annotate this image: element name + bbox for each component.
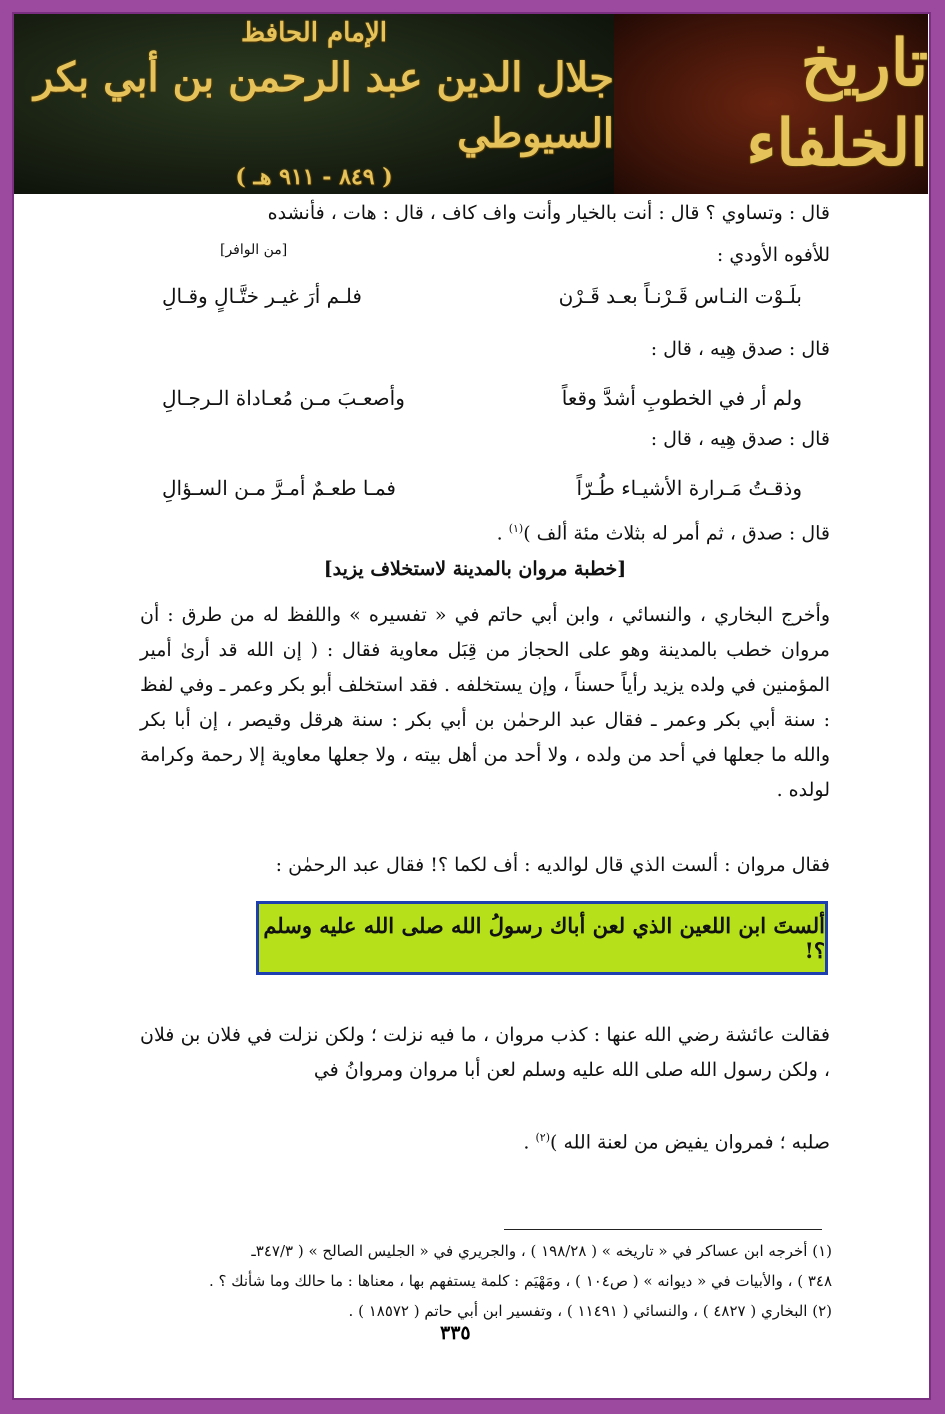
verse-hemistich: فمـا طعـمٌ أمـرَّ مـن السـؤالِ [162,476,396,500]
section-heading: [خطبة مروان بالمدينة لاستخلاف يزيد] [323,558,627,580]
paragraph: وأخرج البخاري ، والنسائي ، وابن أبي حاتم في « تفسيره » واللفظ له من طرق : أن مروان خطب بالمدينة وهو على الحجاز من قِبَل معاوية فقال : ( إن الله قد أرىٰ أمير المؤمنين في ولده يزيد رأياً حسناً ، وإن يستخلفه . فقد استخلف أبو بكر وعمر ـ وفي لفظ : سنة أبي بكر وعمر ـ فقال عبد الرحمٰن بن أبي بكر : سنة هرقل وقيصر ، إن أبا بكر والله ما جعلها في أحد من ولده ، ولا أحد من أهل بيته ، ولا جعلها معاوية إلا رحمة وكرامة لولده . [140,604,830,801]
highlighted-quote: ألستَ ابن اللعين الذي لعن أباك رسولُ الله صلى الله عليه وسلم ؟! [256,901,828,975]
footnote-line: (١) أخرجه ابن عساكر في « تاريخه » ( ١٩٨/٢٨ ) ، والجريري في « الجليس الصالح » ( ٣٤٧/٣ـ [251,1242,832,1260]
text-line: قال : وتساوي ؟ قال : أنت بالخيار وأنت واف كاف ، قال : هات ، فأنشده [267,202,830,224]
text-line: قال : صدق هِيه ، قال : [650,338,830,360]
author-dates: ( ٨٤٩ - ٩١١ هـ ) [235,164,393,190]
paragraph: فقالت عائشة رضي الله عنها : كذب مروان ، ما فيه نزلت ؛ ولكن نزلت في فلان بن فلان ، ولكن رسول الله صلى الله عليه وسلم لعن أبا مروان ومروانُ في [140,1024,830,1081]
verse-line [162,476,802,500]
text-line [120,522,830,544]
footnote-line: ٣٤٨ ) ، والأبيات في « ديوانه » ( ص١٠٤ ) ، ومَهْيَم : كلمة يستفهم بها ، معناها : ما حالك وما شأنك ؟ . [208,1272,832,1290]
book-title: تاريخ الخلفاء [746,26,928,181]
verse-hemistich: بلَـوْت النـاس قَـرْنـاً بعـد قَـرْن [558,284,802,308]
verse-hemistich: فلـم أرَ غيـر ختَّـالٍ وقـالِ [162,284,362,308]
footnotes [120,1236,832,1326]
verse-hemistich: وأصعـبَ مـن مُعـاداة الـرجـالِ [162,386,405,410]
author-name: جلال الدين عبد الرحمن بن أبي بكر السيوطي [33,54,614,157]
author-panel [14,14,614,194]
sentence-end: . [523,1131,536,1154]
sentence-end: . [496,522,509,545]
footnote-line: (٢) البخاري ( ٤٨٢٧ ) ، والنسائي ( ١١٤٩١ ) ، وتفسير ابن أبي حاتم ( ١٨٥٧٢ ) . [348,1302,832,1320]
footnote-ref: (٢) [535,1131,550,1144]
page-number: ٣٣٥ [440,1322,471,1344]
paragraph-text: صلبه ؛ فمروان يفيض من لعنة الله ) [550,1131,830,1154]
author-title: الإمام الحافظ [240,18,387,48]
text-line: للأفوه الأودي : [716,244,830,266]
text-line: قال : صدق هِيه ، قال : [650,428,830,450]
book-banner [14,14,928,194]
paragraph: فقال مروان : ألست الذي قال لوالديه : أف لكما ؟! فقال عبد الرحمٰن : [275,854,830,876]
meter-tag: [من الوافر] [220,242,288,258]
verse-line [162,284,802,308]
footnote-divider [504,1229,822,1230]
footnote-ref: (١) [508,522,524,535]
verse-hemistich: ولم أر في الخطوبِ أشدَّ وقعاً [561,386,802,410]
verse-hemistich: وذقـتُ مَـرارة الأشيـاء طُـرّاً [576,476,802,500]
title-panel [614,14,928,194]
verse-line [162,386,802,410]
response-text: قال : صدق ، ثم أمر له بثلاث مئة ألف ) [523,522,830,545]
paragraph-last-line [140,1120,830,1160]
